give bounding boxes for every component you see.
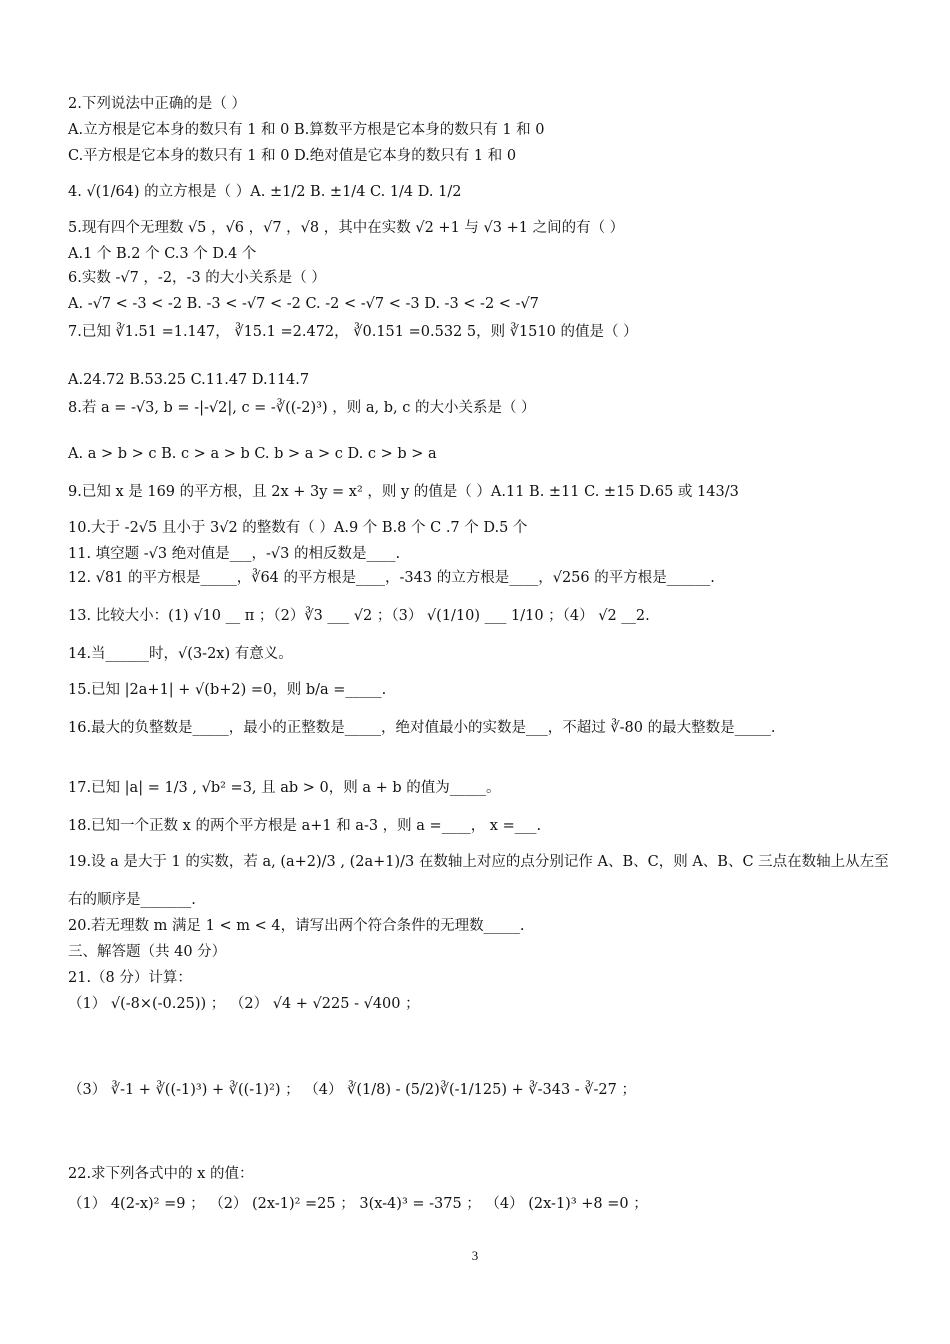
page-number: 3	[471, 1248, 479, 1263]
text-line-q20: 20.若无理数 m 满足 1 < m < 4，请写出两个符合条件的无理数_____.	[68, 918, 525, 934]
text-line-q14: 14.当______时，√(3-2x) 有意义。	[68, 646, 293, 662]
text-line-q22a: （1） 4(2-x)² =9 ； （2） (2x-1)² =25 ； 3(x-4)³ = -375 ； （4） (2x-1)³ +8 =0 ；	[68, 1196, 648, 1212]
text-line-q9: 9.已知 x 是 169 的平方根，且 2x + 3y = x² ，则 y 的值是（ ）A.11 B. ±11 C. ±15 D.65 或 143/3	[68, 484, 739, 500]
text-line-q21b: （3） ∛-1 + ∛((-1)³) + ∛((-1)²) ； （4） ∛(1/8) - (5/2)∛(-1/125) + ∛-343 - ∛-27 ；	[68, 1082, 636, 1098]
text-line-q16: 16.最大的负整数是_____，最小的正整数是_____，绝对值最小的实数是___，不超过 ∛-80 的最大整数是_____.	[68, 720, 776, 736]
text-line-q12: 12. √81 的平方根是_____，∛64 的平方根是____，-343 的立方根是____，√256 的平方根是______.	[68, 570, 715, 586]
text-line-q2: 2.下列说法中正确的是（ ）	[68, 96, 246, 112]
text-line-q15: 15.已知 |2a+1| + √(b+2) =0，则 b/a =_____.	[68, 682, 387, 698]
text-line-q4: 4. √(1/64) 的立方根是（ ）A. ±1/2 B. ±1/4 C. 1/4 D. 1/2	[68, 184, 462, 200]
text-line-q19: 19.设 a 是大于 1 的实数，若 a, (a+2)/3 , (2a+1)/3 在数轴上对应的点分别记作 A、B、C，则 A、B、C 三点在数轴上从左至	[68, 854, 889, 870]
text-line-q8: 8.若 a = -√3, b = -|-√2|, c = -∛((-2)³) ，则 a, b, c 的大小关系是（ ）	[68, 400, 536, 416]
text-line-q18: 18.已知一个正数 x 的两个平方根是 a+1 和 a-3 ，则 a =____， x =___.	[68, 818, 542, 834]
text-line-q6a: A. -√7 < -3 < -2 B. -3 < -√7 < -2 C. -2 < -√7 < -3 D. -3 < -2 < -√7	[68, 296, 539, 312]
text-line-q19b: 右的顺序是_______.	[68, 892, 196, 908]
text-line-q17: 17.已知 |a| = 1/3 , √b² =3, 且 ab > 0，则 a + b 的值为_____。	[68, 780, 501, 796]
text-line-q5: 5.现有四个无理数 √5 ，√6 ，√7 ，√8 ，其中在实数 √2 +1 与 √3 +1 之间的有（ ）	[68, 220, 625, 236]
text-line-q2a: A.立方根是它本身的数只有 1 和 0 B.算数平方根是它本身的数只有 1 和 0	[68, 122, 545, 138]
text-line-q6: 6.实数 -√7 ，-2，-3 的大小关系是（ ）	[68, 270, 326, 286]
text-line-q10: 10.大于 -2√5 且小于 3√2 的整数有（ ）A.9 个 B.8 个 C .7 个 D.5 个	[68, 520, 528, 536]
text-line-q21a: （1） √(-8×(-0.25)) ； （2） √4 + √225 - √400 ；	[68, 996, 420, 1012]
text-line-q7a: A.24.72 B.53.25 C.11.47 D.114.7	[68, 372, 310, 388]
text-line-q2b: C.平方根是它本身的数只有 1 和 0 D.绝对值是它本身的数只有 1 和 0	[68, 148, 517, 164]
text-line-q22: 22.求下列各式中的 x 的值：	[68, 1166, 254, 1182]
text-line-q13: 13. 比较大小：(1) √10 __ π ；（2）∛3 ___ √2 ；（3） √(1/10) ___ 1/10 ；（4） √2 __2.	[68, 608, 650, 624]
text-line-q21: 21.（8 分）计算：	[68, 970, 192, 986]
text-line-q8a: A. a > b > c B. c > a > b C. b > a > c D. c > b > a	[68, 446, 437, 462]
text-line-q7: 7.已知 ∛1.51 =1.147， ∛15.1 =2.472， ∛0.151 =0.532 5，则 ∛1510 的值是（ ）	[68, 324, 638, 340]
text-line-q5a: A.1 个 B.2 个 C.3 个 D.4 个	[68, 246, 257, 262]
text-line-sec3: 三、解答题（共 40 分）	[68, 944, 227, 960]
document-page	[68, 0, 888, 1344]
text-line-q11: 11. 填空题 -√3 绝对值是___，-√3 的相反数是____.	[68, 546, 401, 562]
